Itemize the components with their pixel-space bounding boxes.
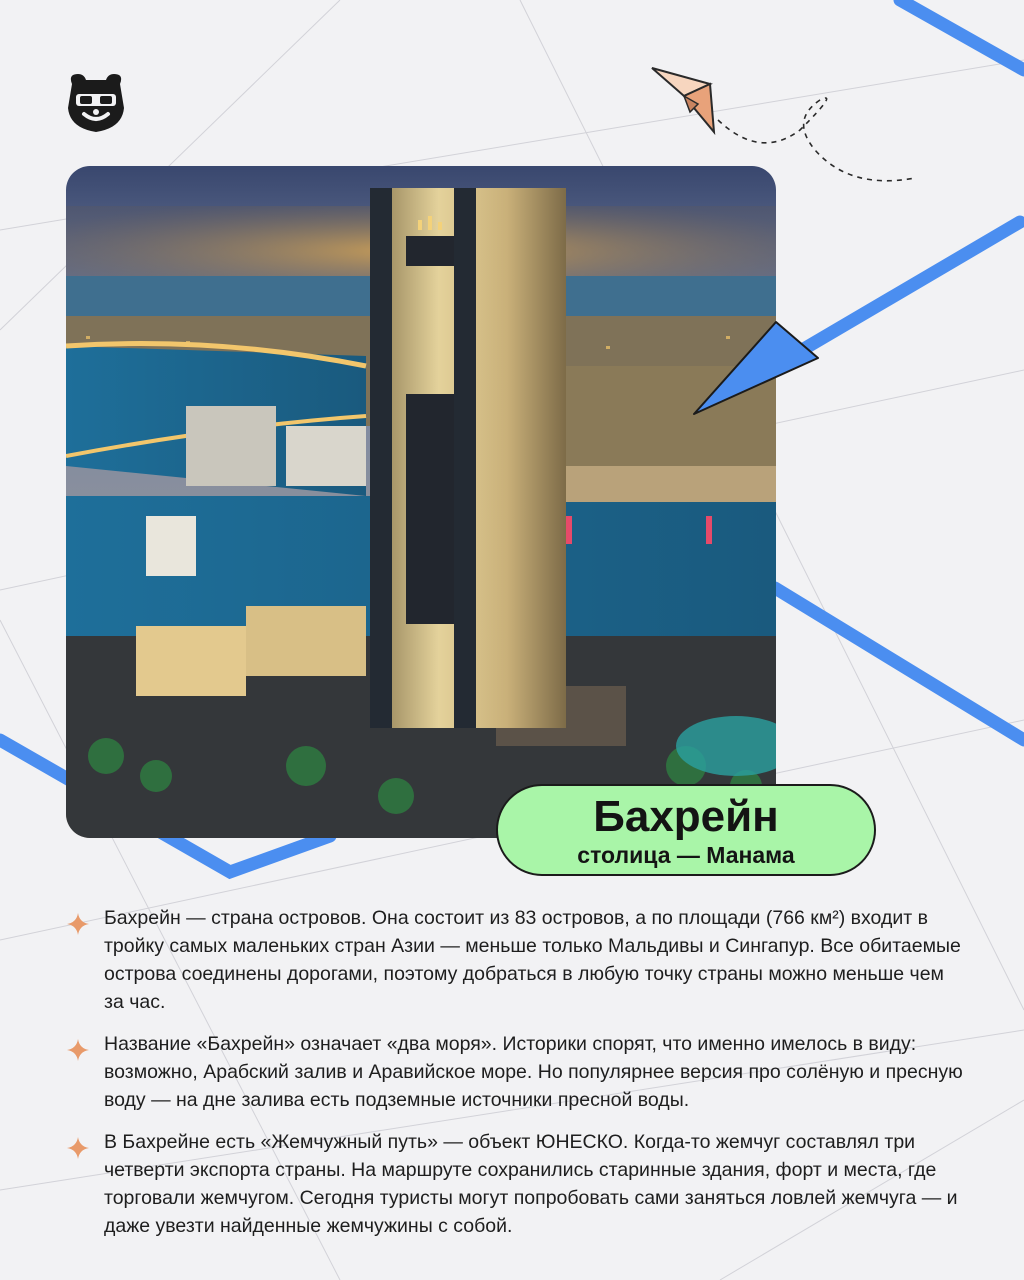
title-pill [496,784,876,876]
list-item [64,904,964,1016]
sparkle-star-icon [66,912,90,936]
blue-arrow-icon [690,200,1024,440]
list-item [64,1128,964,1240]
country-name: Бахрейн [593,792,779,841]
fact-text: Бахрейн — страна островов. Она состоит из 83 островов, а по площади (766 км²) входит в тройку самых маленьких стран Азии — меньше только Мальдивы и Сингапур. Все обитаемые острова соединены дорогами, поэтому добраться в любую точку страны можно меньше чем за час. [104,907,961,1013]
sparkle-star-icon [66,1136,90,1160]
list-item [64,1030,964,1114]
bahrain-city-photo [66,166,776,838]
bear-logo-icon[interactable] [64,70,128,136]
fact-text: В Бахрейне есть «Жемчужный путь» — объект ЮНЕСКО. Когда-то жемчуг составлял три четверти экспорта страны. На маршруте сохранились старинные здания, форт и места, где торговали жемчугом. Сегодня туристы могут попробовать сами заняться ловлей жемчуга — и даже увезти найденные жемчужины с собой. [104,1131,958,1237]
capital-subtitle: столица — Манама [577,842,795,868]
fact-text: Название «Бахрейн» означает «два моря». Историки спорят, что именно имелось в виду: возможно, Арабский залив и Аравийское море. Но популярнее версия про солёную и пресную воду — на дне залива есть подземные источники пресной воды. [104,1033,963,1111]
sparkle-star-icon [66,1038,90,1062]
facts-list [64,904,964,1254]
